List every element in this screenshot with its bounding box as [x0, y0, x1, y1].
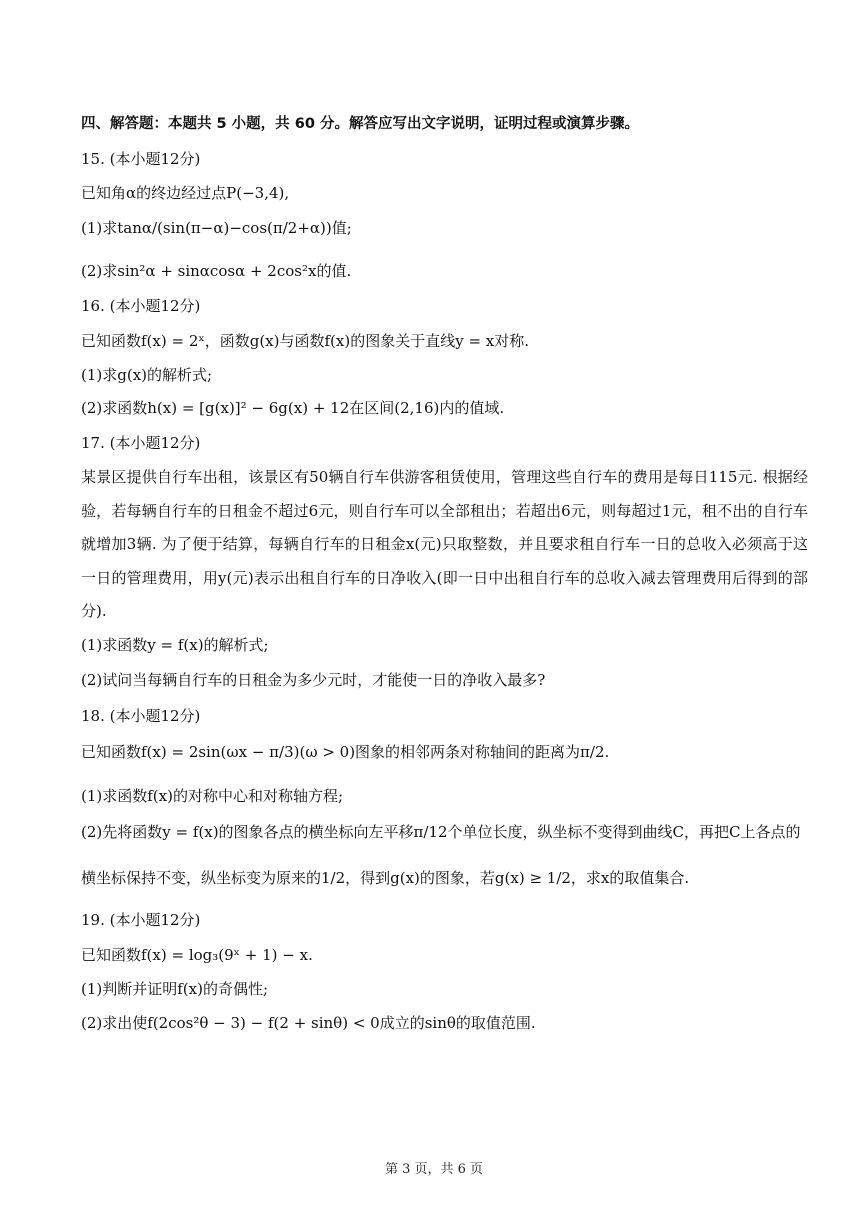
question-19-line-2: (1)判断并证明f(x)的奇偶性; [81, 980, 269, 998]
question-19-header: 19. (本小题12分) [81, 911, 201, 929]
question-15-header: 15. (本小题12分) [81, 150, 201, 168]
question-19-line-1: 已知函数f(x) = log₃(9ˣ + 1) − x. [81, 946, 313, 964]
question-16-line-2: (1)求g(x)的解析式; [81, 366, 213, 384]
question-17-line-2: (2)试问当每辆自行车的日租金为多少元时，才能使一日的净收入最多? [81, 671, 546, 689]
question-16-line-3: (2)求函数h(x) = [g(x)]² − 6g(x) + 12在区间(2,16)内的值域. [81, 399, 505, 417]
question-16-line-1: 已知函数f(x) = 2ˣ，函数g(x)与函数f(x)的图象关于直线y = x对称. [81, 332, 530, 350]
question-15-line-2: (1)求tanα/(sin(π−α)−cos(π/2+α))值; [81, 219, 352, 237]
question-16-header: 16. (本小题12分) [81, 297, 201, 315]
question-15-line-1: 已知角α的终边经过点P(−3,4), [81, 184, 290, 202]
question-17-header: 17. (本小题12分) [81, 434, 201, 452]
question-18-line-3: (2)先将函数y = f(x)的图象各点的横坐标向左平移π/12个单位长度，纵坐标不变得到曲线C，再把C上各点的 [81, 823, 801, 841]
question-18-header: 18. (本小题12分) [81, 707, 201, 725]
page-footer: 第 3 页，共 6 页 [384, 1162, 484, 1177]
question-18-line-1: 已知函数f(x) = 2sin(ωx − π/3)(ω > 0)图象的相邻两条对称轴间的距离为π/2. [81, 743, 610, 761]
question-17-line-1: (1)求函数y = f(x)的解析式; [81, 636, 269, 654]
question-19-line-3: (2)求出使f(2cos²θ − 3) − f(2 + sinθ) < 0成立的sinθ的取值范围. [81, 1014, 536, 1032]
question-18-line-4: 横坐标保持不变，纵坐标变为原来的1/2，得到g(x)的图象，若g(x) ≥ 1/2，求x的取值集合. [81, 869, 690, 887]
question-15-line-3: (2)求sin²α + sinαcosα + 2cos²x的值. [81, 262, 352, 280]
section-title: 四、解答题：本题共 5 小题，共 60 分。解答应写出文字说明，证明过程或演算步骤。 [81, 116, 639, 132]
question-18-line-2: (1)求函数f(x)的对称中心和对称轴方程; [81, 787, 344, 805]
question-17-paragraph: 某景区提供自行车出租，该景区有50辆自行车供游客租赁使用，管理这些自行车的费用是每日115元. 根据经验，若每辆自行车的日租金不超过6元，则自行车可以全部租出；若超出6元，则每超过1元，租不出的自行车就增加3辆. 为了便于结算，每辆自行车的日租金x(元)只取整数，并且要求租自行车一日的总收入必须高于这一日的管理费用，用y(元)表示出租自行车的日净收入(即一日中出租自行车的总收入减去管理费用后得到的部分). [81, 468, 808, 620]
